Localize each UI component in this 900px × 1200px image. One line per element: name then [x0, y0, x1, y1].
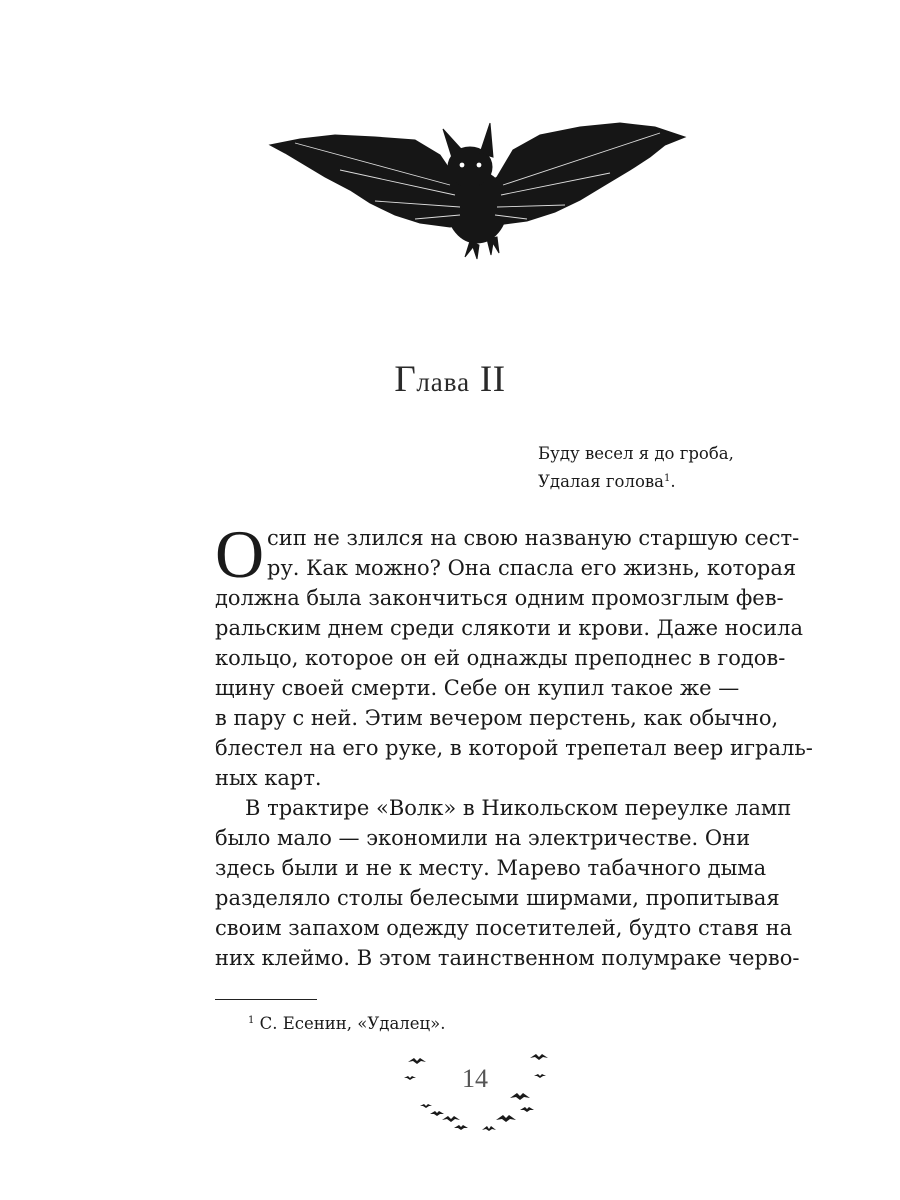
drop-cap: О — [215, 516, 265, 592]
text-line: своим запахом одежду посетителей, будто ставя на — [215, 916, 793, 940]
text-line: в пару с ней. Этим вечером перстень, как обычно, — [215, 706, 779, 730]
text-line: блестел на его руке, в которой трепетал веер играль- — [215, 736, 813, 760]
page-number: 14 — [462, 1064, 488, 1093]
text-line: здесь были и не к месту. Марево табачного дыма — [215, 856, 767, 880]
chapter-title — [0, 358, 900, 401]
chapter-numeral: II — [479, 359, 506, 400]
text-line: В трактире «Волк» в Никольском переулке ламп — [245, 796, 792, 820]
footnote-rule — [215, 999, 317, 1000]
chapter-title-rest: лава — [416, 367, 471, 397]
footnote-mark: 1 — [248, 1015, 255, 1026]
text-line: сип не злился на свою названую старшую сест- — [267, 526, 800, 550]
text-line: щину своей смерти. Себе он купил такое же — — [215, 676, 740, 700]
text-line: ру. Как можно? Она спасла его жизнь, которая — [267, 556, 797, 580]
bat-icon — [270, 123, 685, 259]
chapter-title-initial: Г — [394, 359, 417, 400]
text-line: разделяло столы белесыми ширмами, пропитывая — [215, 886, 780, 910]
footnote-reference[interactable]: 1 — [664, 473, 671, 484]
text-line: должна была закончиться одним промозглым фев- — [215, 586, 784, 610]
footnote — [248, 1012, 445, 1036]
text-line: ных карт. — [215, 766, 322, 790]
epigraph — [538, 440, 798, 496]
page-number-ornament — [400, 1048, 550, 1138]
text-line: было мало — экономили на электричестве. Они — [215, 826, 751, 850]
body-text — [215, 516, 813, 973]
bat-illustration — [265, 115, 690, 265]
epigraph-line-2: Удалая голова$^1$. — [538, 472, 676, 491]
epigraph-line-1: Буду весел я до гроба, — [538, 444, 734, 463]
text-line: них клеймо. В этом таинственном полумраке черво- — [215, 946, 800, 970]
text-line: ральским днем среди слякоти и крови. Даже носила — [215, 616, 803, 640]
footnote-text: С. Есенин, «Удалец». — [254, 1014, 446, 1033]
text-line: кольцо, которое он ей однажды преподнес в годов- — [215, 646, 786, 670]
